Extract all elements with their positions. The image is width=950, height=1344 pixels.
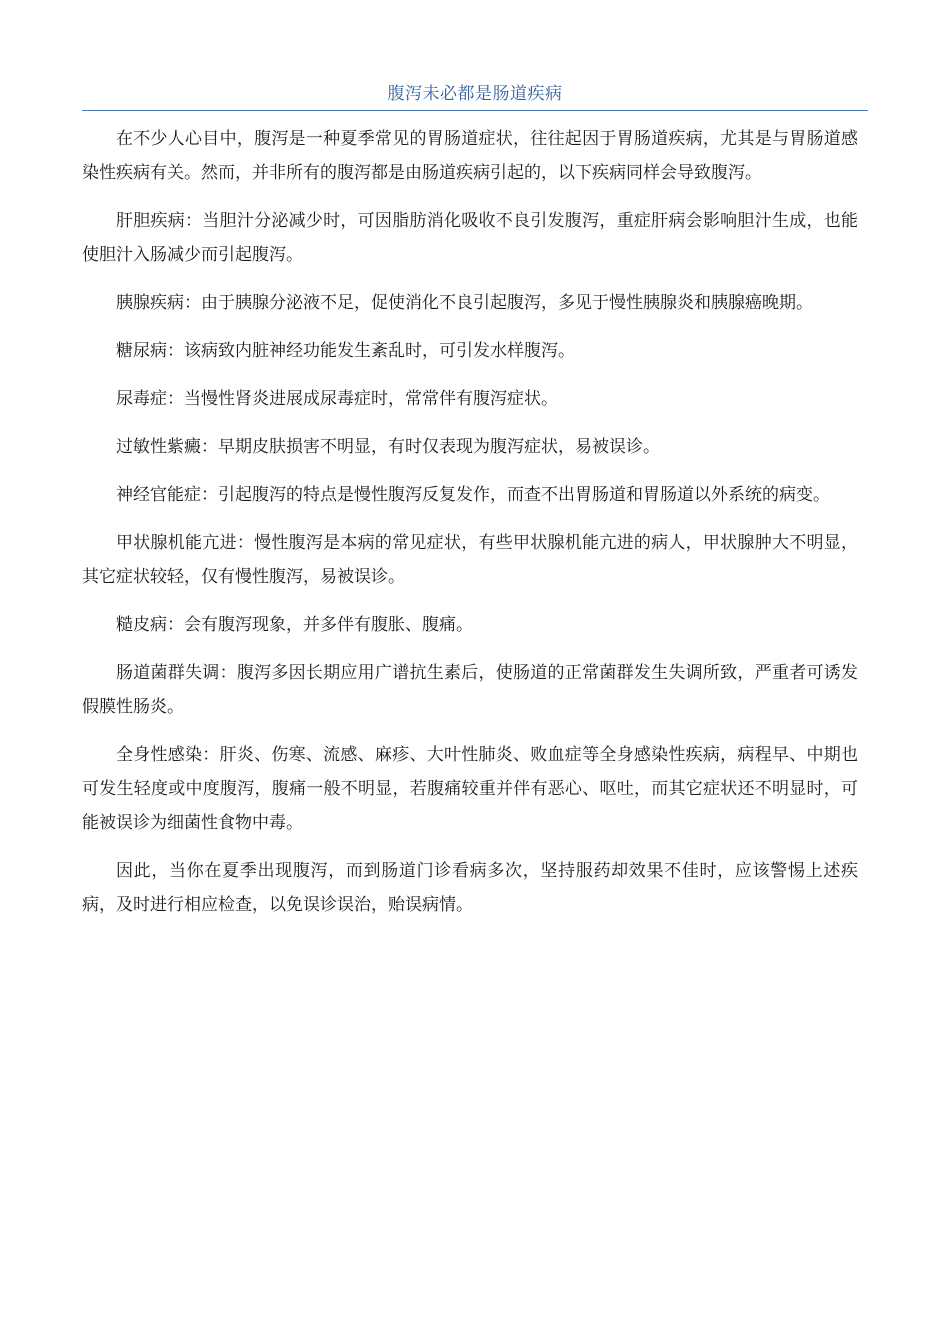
paragraph-flora-imbalance: 肠道菌群失调：腹泻多因长期应用广谱抗生素后，使肠道的正常菌群发生失调所致，严重者可诱发假膜性肠炎。 [82, 663, 858, 717]
paragraph-diabetes: 糖尿病：该病致内脏神经功能发生紊乱时，可引发水样腹泻。 [116, 341, 575, 361]
paragraph-intro: 在不少人心目中，腹泻是一种夏季常见的胃肠道症状，往往起因于胃肠道疾病，尤其是与胃肠道感染性疾病有关。然而，并非所有的腹泻都是由肠道疾病引起的，以下疾病同样会导致腹泻。 [82, 129, 858, 183]
article-body [82, 122, 858, 936]
paragraph-pancreas: 胰腺疾病：由于胰腺分泌液不足，促使消化不良引起腹泻，多见于慢性胰腺炎和胰腺癌晚期。 [116, 293, 813, 313]
paragraph-pellagra: 糙皮病：会有腹泻现象，并多伴有腹胀、腹痛。 [116, 615, 473, 635]
paragraph-uremia: 尿毒症：当慢性肾炎进展成尿毒症时，常常伴有腹泻症状。 [116, 389, 558, 409]
page-title: 腹泻未必都是肠道疾病 [387, 84, 563, 104]
paragraph-hyperthyroidism: 甲状腺机能亢进：慢性腹泻是本病的常见症状，有些甲状腺机能亢进的病人，甲状腺肿大不明显，其它症状较轻，仅有慢性腹泻，易被误诊。 [82, 533, 858, 587]
paragraph-systemic-infection: 全身性感染：肝炎、伤寒、流感、麻疹、大叶性肺炎、败血症等全身感染性疾病，病程早、中期也可发生轻度或中度腹泻，腹痛一般不明显，若腹痛较重并伴有恶心、呕吐，而其它症状还不明显时，可能被误诊为细菌性食物中毒。 [82, 745, 858, 833]
paragraph-allergic-purpura: 过敏性紫癜：早期皮肤损害不明显，有时仅表现为腹泻症状，易被误诊。 [116, 437, 660, 457]
paragraph-neurosis: 神经官能症：引起腹泻的特点是慢性腹泻反复发作，而查不出胃肠道和胃肠道以外系统的病变。 [116, 485, 830, 505]
paragraph-conclusion: 因此，当你在夏季出现腹泻，而到肠道门诊看病多次，坚持服药却效果不佳时，应该警惕上述疾病，及时进行相应检查，以免误诊误治，贻误病情。 [82, 861, 858, 915]
paragraph-liver-gallbladder: 肝胆疾病：当胆汁分泌减少时，可因脂肪消化吸收不良引发腹泻，重症肝病会影响胆汁生成，也能使胆汁入肠减少而引起腹泻。 [82, 211, 858, 265]
page-header [82, 80, 868, 111]
